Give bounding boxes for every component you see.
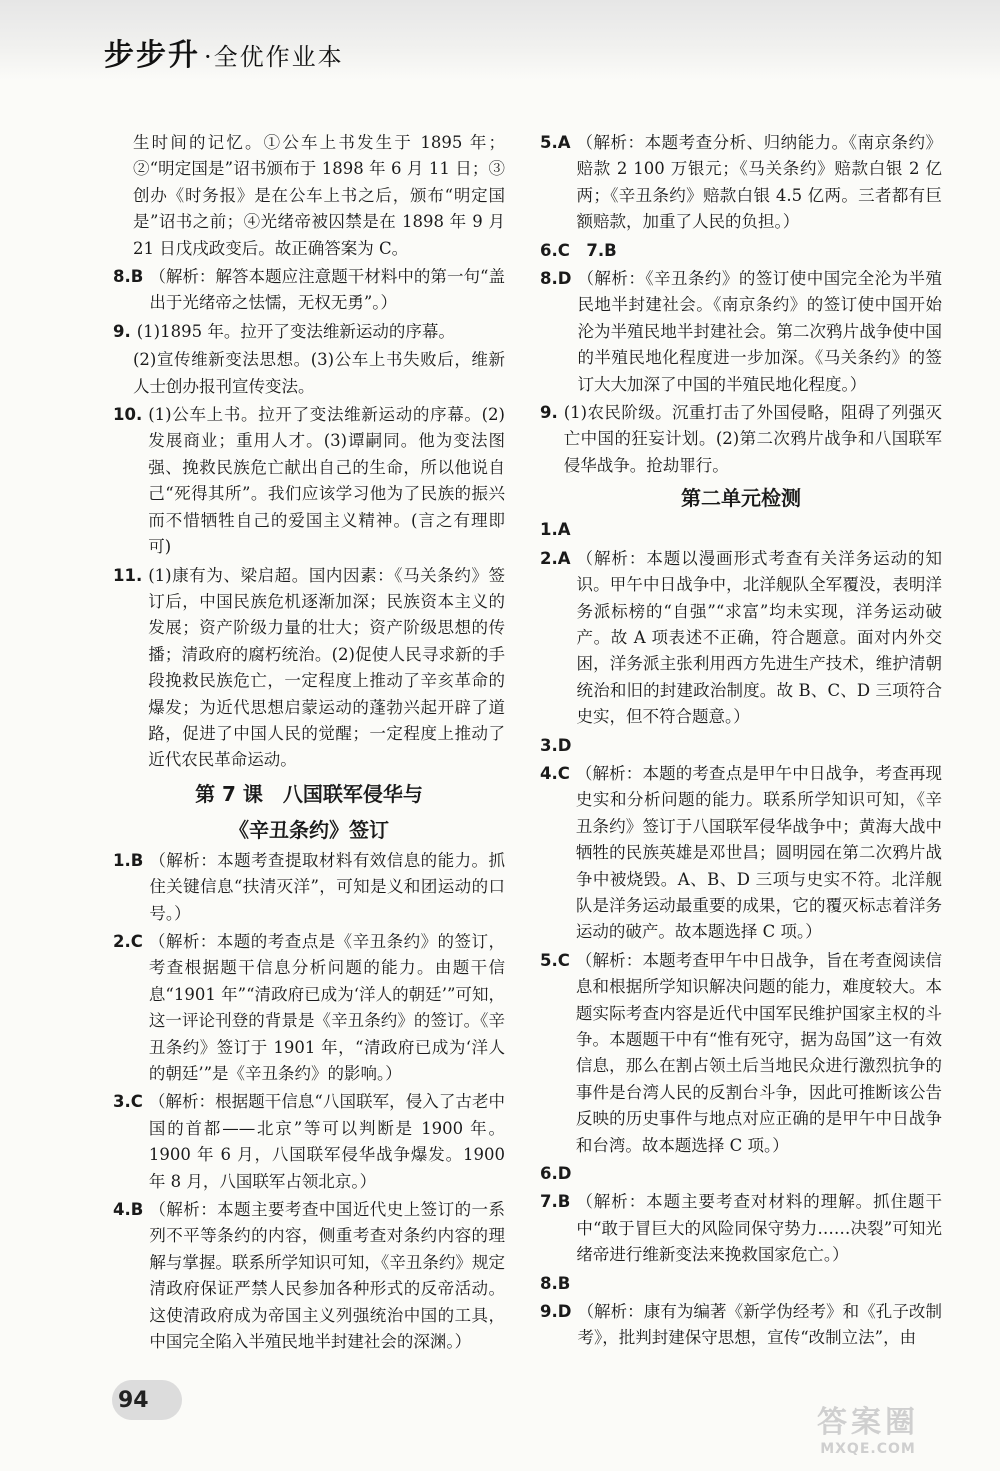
watermark-url: MXQE.COM (820, 1441, 916, 1457)
unit-answer-7 (540, 1189, 942, 1268)
brand-subtitle: ·全优作业本 (204, 43, 344, 71)
answer-items-6-7 (540, 238, 942, 264)
answer-text: (1)农民阶级。沉重打击了外国侵略，阻碍了列强灭亡中国的狂妄计划。(2)第二次鸦片战争和八国联军侵华战争。抢劫罪行。 (563, 403, 942, 475)
left-column (113, 130, 505, 1357)
answer-number: 3.D (540, 735, 572, 755)
answer-number: 1.B (113, 850, 144, 870)
answer-item-8 (113, 264, 505, 317)
unit-answer-1 (540, 517, 942, 543)
answer-number: 9.D (540, 1302, 572, 1322)
lesson-title-line-1: 第 7 课 八国联军侵华与 (195, 781, 423, 806)
watermark-logo: 答案圈 (817, 1405, 919, 1440)
unit-answer-6 (540, 1161, 942, 1187)
answer-item-5 (540, 130, 942, 236)
brand-logo (104, 30, 344, 74)
brand-name: 步步升 (104, 38, 200, 73)
unit-answer-3 (540, 733, 942, 759)
answer-text: （解析：本题的考查点是《辛丑条约》的签订，考查根据题干信息分析问题的能力。由题干信息“1901 年”“清政府已成为‘洋人的朝廷’”可知，这一评论刊登的背景是《辛丑条约》的签订。《辛丑条约》签订于 1901 年，“清政府已成为‘洋人的朝廷’”是《辛丑条约》的影响。） (148, 931, 505, 1083)
answer-text: （解析：本题主要考查对材料的理解。抓住题干中“敢于冒巨大的风险同保守势力……决裂”可知光绪帝进行维新变法来挽救国家危亡。） (576, 1192, 942, 1265)
answer-number: 6.C 7.B (540, 240, 617, 260)
answer-number: 2.C (113, 931, 143, 951)
answer-number: 10. (113, 405, 143, 425)
answer-number: 11. (113, 565, 143, 585)
answer-number: 8.D (540, 269, 572, 289)
answer-number: 4.C (540, 763, 570, 783)
lesson7-answer-4 (113, 1197, 505, 1355)
unit-answer-8 (540, 1271, 942, 1297)
answer-item-10 (113, 402, 505, 560)
header-band (0, 0, 1000, 80)
lesson7-answer-3 (113, 1089, 505, 1195)
answer-number: 2.A (540, 548, 571, 568)
lesson7-answer-1 (113, 848, 505, 927)
answer-number: 9. (540, 403, 558, 423)
right-column (540, 130, 942, 1354)
unit-test-title: 第二单元检测 (681, 486, 801, 511)
answer-text: （解析：康有为编著《新学伪经考》和《孔子改制考》，批判封建保守思想，宣传“改制立法”，由 (577, 1302, 942, 1348)
answer-text: （解析：本题考查分析、归纳能力。《南京条约》赔款 2 100 万银元；《马关条约》赔款白银 2 亿两；《辛丑条约》赔款白银 4.5 亿两。三者都有巨额赔款，加重了人民的负担。） (576, 133, 942, 232)
answer-text: （解析：本题考查提取材料有效信息的能力。抓住关键信息“扶清灭洋”，可知是义和团运动的口号。） (149, 850, 505, 923)
unit-answer-5 (540, 948, 942, 1159)
answer-number: 3.C (113, 1092, 143, 1112)
answer-text: （解析：本题考查甲午中日战争，旨在考查阅读信息和根据所学知识解决问题的能力，难度较大。本题实际考查内容是近代中国军民维护国家主权的斗争。本题题干中有“惟有死守，据为岛国”这一有效信息，那么在割占领土后当地民众进行激烈抗争的事件是台湾人民的反割台斗争，因此可推断该公告反映的历史事件与地点对应正确的是甲午中日战争和台湾。故本题选择 C 项。） (575, 950, 942, 1155)
answer-text: (1)1895 年。拉开了变法维新运动的序幕。 (136, 321, 455, 341)
lesson-title-line-2: 《辛丑条约》签订 (229, 817, 389, 842)
answer-number: 1.A (540, 520, 571, 540)
answer-item-9 (113, 319, 505, 345)
answer-text: (1)公车上书。拉开了变法维新运动的序幕。(2)发展商业；重用人才。(3)谭嗣同。他为变法图强、挽救民族危亡献出自己的生命，所以他说自己“死得其所”。我们应该学习他为了民族的振兴而不惜牺牲自己的爱国主义精神。(言之有理即可) (148, 405, 505, 557)
answer-number: 9. (113, 321, 131, 341)
answer-number: 5.C (540, 950, 570, 970)
answer-text: （解析：本题主要考查中国近代史上签订的一系列不平等条约的内容，侧重考查对条约内容的理解与掌握。联系所学知识可知，《辛丑条约》规定清政府保证严禁人民参加各种形式的反帝活动。这使清政府成为帝国主义列强统治中国的工具，中国完全陷入半殖民地半封建社会的深渊。） (149, 1200, 505, 1352)
answer-number: 6.D (540, 1164, 572, 1184)
lesson7-answer-2 (113, 929, 505, 1087)
unit-answer-4 (540, 761, 942, 946)
answer-item-8-right (540, 266, 942, 398)
answer-number: 8.B (113, 267, 144, 287)
page-number: 94 (118, 1388, 149, 1413)
answer-text: (1)康有为、梁启超。国内因素：《马关条约》签订后，中国民族危机逐渐加深；民族资本主义的发展；资产阶级力量的壮大；资产阶级思想的传播；清政府的腐朽统治。(2)促使人民寻求新的手段挽救民族危亡，一定程度上推动了辛亥革命的爆发；为近代思想启蒙运动的蓬勃兴起开辟了道路，促进了中国人民的觉醒；一定程度上推动了近代农民革命运动。 (148, 565, 505, 770)
answer-9-continuation: (2)宣传维新变法思想。(3)公车上书失败后，维新人士创办报刊宣传变法。 (133, 350, 505, 396)
intro-paragraph: 生时间的记忆。①公车上书发生于 1895 年；②“明定国是”诏书颁布于 1898 年 6 月 11 日；③创办《时务报》是在公车上书之后，颁布“明定国是”诏书之前；④光绪帝被囚禁是在 1898 年 9 月 21 日戊戌政变后。故正确答案为 C。 (133, 133, 505, 258)
answer-number: 8.B (540, 1273, 571, 1293)
unit-answer-9 (540, 1299, 942, 1352)
answer-item-11 (113, 563, 505, 774)
answer-number: 7.B (540, 1192, 571, 1212)
answer-item-9-right (540, 400, 942, 479)
answer-text: （解析：本题以漫画形式考查有关洋务运动的知识。甲午中日战争中，北洋舰队全军覆没，表明洋务派标榜的“自强”“求富”均未实现，洋务运动破产。故 A 项表述不正确，符合题意。面对内外交困，洋务派主张利用西方先进生产技术，维护清朝统治和旧的封建政治制度。故 B、C、D 三项符合史实，但不符合题意。） (576, 548, 942, 727)
answer-number: 5.A (540, 133, 571, 152)
answer-text: （解析：根据题干信息“八国联军，侵入了古老中国的首都——北京”等可以判断是 1900 年。1900 年 6 月，八国联军侵华战争爆发。1900 年 8 月，八国联军占领北京。） (148, 1092, 505, 1191)
answer-number: 4.B (113, 1200, 144, 1220)
unit-answer-2 (540, 546, 942, 731)
answer-text: （解析：《辛丑条约》的签订使中国完全沦为半殖民地半封建社会。《南京条约》的签订使中国开始沦为半殖民地半封建社会。第二次鸦片战争使中国的半殖民地化程度进一步加深。《马关条约》的签订大大加深了中国的半殖民地化程度。） (577, 269, 942, 394)
answer-text: （解析：解答本题应注意题干材料中的第一句“盖出于光绪帝之怯懦，无权无勇”。） (149, 267, 505, 313)
watermark (748, 1405, 988, 1467)
answer-text: （解析：本题的考查点是甲午中日战争，考查再现史实和分析问题的能力。联系所学知识可知，《辛丑条约》签订于八国联军侵华战争中；黄海大战中牺牲的民族英雄是邓世昌；圆明园在第二次鸦片战争中被烧毁。A、B、D 三项与史实不符。北洋舰队是洋务运动最重要的成果，它的覆灭标志着洋务运动的破产。故本题选择 C 项。） (575, 763, 942, 942)
